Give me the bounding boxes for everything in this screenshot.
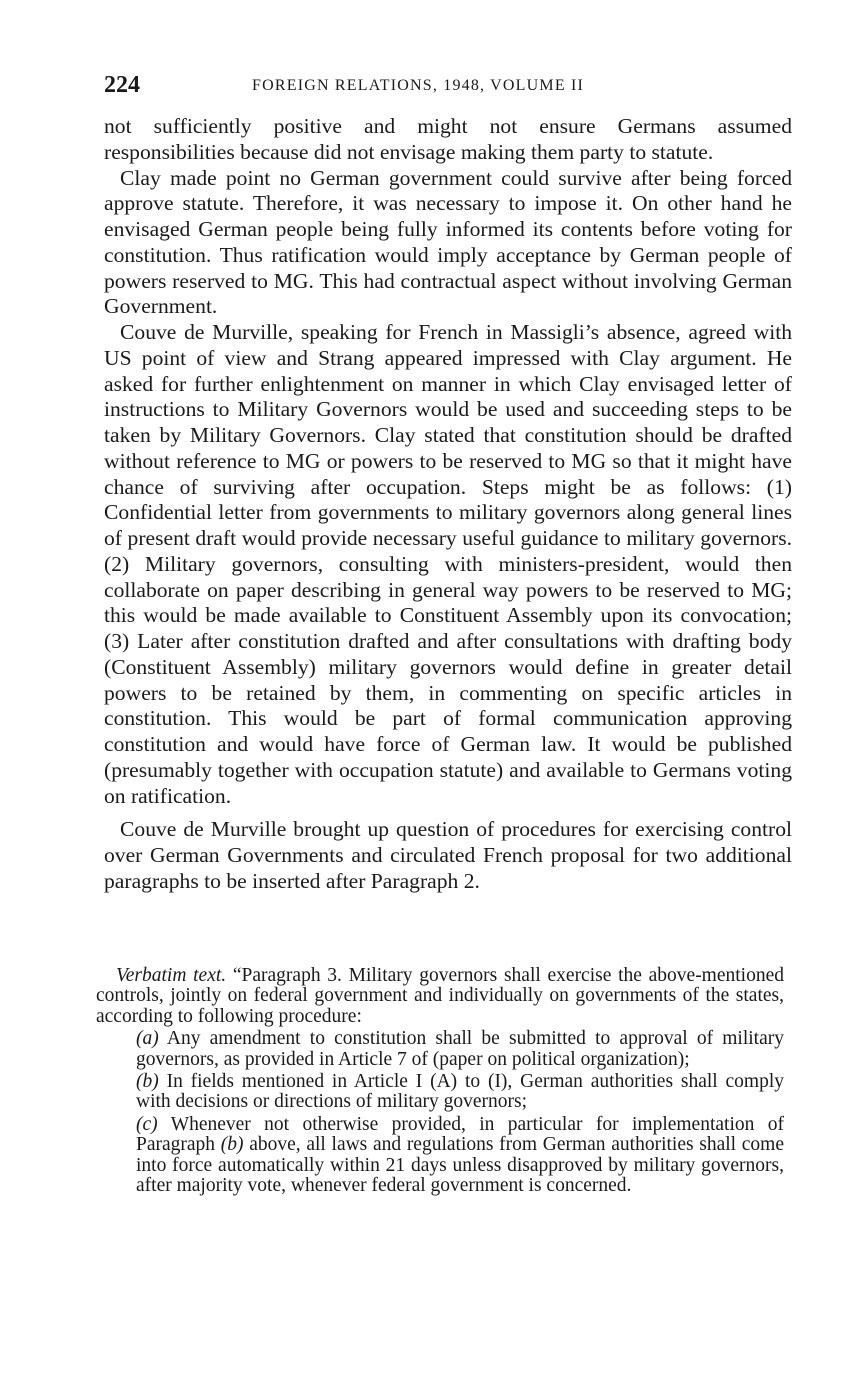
page-header [104, 72, 794, 104]
running-head: FOREIGN RELATIONS, 1948, VOLUME II [252, 77, 585, 94]
item-text-after: above, all laws and regulations from German authorities shall come into force automatically within 21 days unless disapproved by military governors, after majority vote, whenever federal government is concerned. [136, 1134, 785, 1197]
verbatim-text-block [96, 966, 784, 1196]
procedures-paragraph: Couve de Murville brought up question of procedures for exercising control over German Governments and circulated French proposal for two additional paragraphs to be inserted after Paragraph 2. [104, 817, 792, 893]
verbatim-item-a [96, 1029, 784, 1070]
body-text [104, 114, 792, 895]
verbatim-intro [96, 966, 784, 1027]
item-text-before: Whenever not otherwise provided, in particular for implementation of Paragraph [136, 1113, 784, 1156]
item-marker: (a) [136, 1028, 159, 1050]
item-marker: (b) [136, 1071, 159, 1093]
verbatim-item-c [96, 1115, 784, 1197]
clay-paragraph: Clay made point no German government could survive after being forced approve statute. Therefore, it was necessary to impose it. On other hand he envisaged German people being fully informed its contents before voting for constitution. Thus ratification would imply acceptance by German people of powers reserved to MG. This had contractual aspect without involving German Government. [104, 165, 792, 319]
verbatim-item-b [96, 1072, 784, 1113]
verbatim-intro-text: “Paragraph 3. Military governors shall exercise the above-mentioned controls, jointly on federal government and individually on governments of the states, according to following procedure: [96, 965, 784, 1027]
item-text: Any amendment to constitution shall be submitted to approval of military governors, as provided in Article 7 of (paper on political organization); [136, 1028, 784, 1070]
continued-paragraph: not sufficiently positive and might not ensure Germans assumed responsibilities because did not envisage making them party to statute. [104, 114, 792, 164]
item-marker: (c) [136, 1113, 158, 1135]
couve-de-murville-paragraph: Couve de Murville, speaking for French in Massigli’s absence, agreed with US point of view and Strang appeared impressed with Clay argument. He asked for further enlightenment on manner in which Clay envisaged letter of instructions to Military Governors would be used and succeeding steps to be taken by Military Governors. Clay stated that constitution should be drafted without reference to MG or powers to be reserved to MG so that it might have chance of surviving after occupation. Steps might be as follows: (1) Confidential letter from governments to military governors along general lines of present draft would provide necessary useful guidance to military governors. (2) Military governors, consulting with ministers-president, would then collaborate on paper describing in general way powers to be reserved to MG; this would be made available to Constituent Assembly upon its convocation; (3) Later after constitution drafted and after consultations with drafting body (Constituent Assembly) military governors would define in greater detail powers to be retained by them, in commenting on specific articles in constitution. This would be part of formal communication approving constitution and would have force of German law. It would be published (presumably together with occupation statute) and available to Germans voting on ratification. [104, 320, 792, 808]
inline-reference: (b) [220, 1134, 244, 1156]
item-text: In fields mentioned in Article I (A) to (I), German authorities shall comply with decisions or directions of military governors; [136, 1071, 785, 1113]
verbatim-label: Verbatim text. [116, 965, 227, 986]
page-number: 224 [104, 72, 140, 98]
